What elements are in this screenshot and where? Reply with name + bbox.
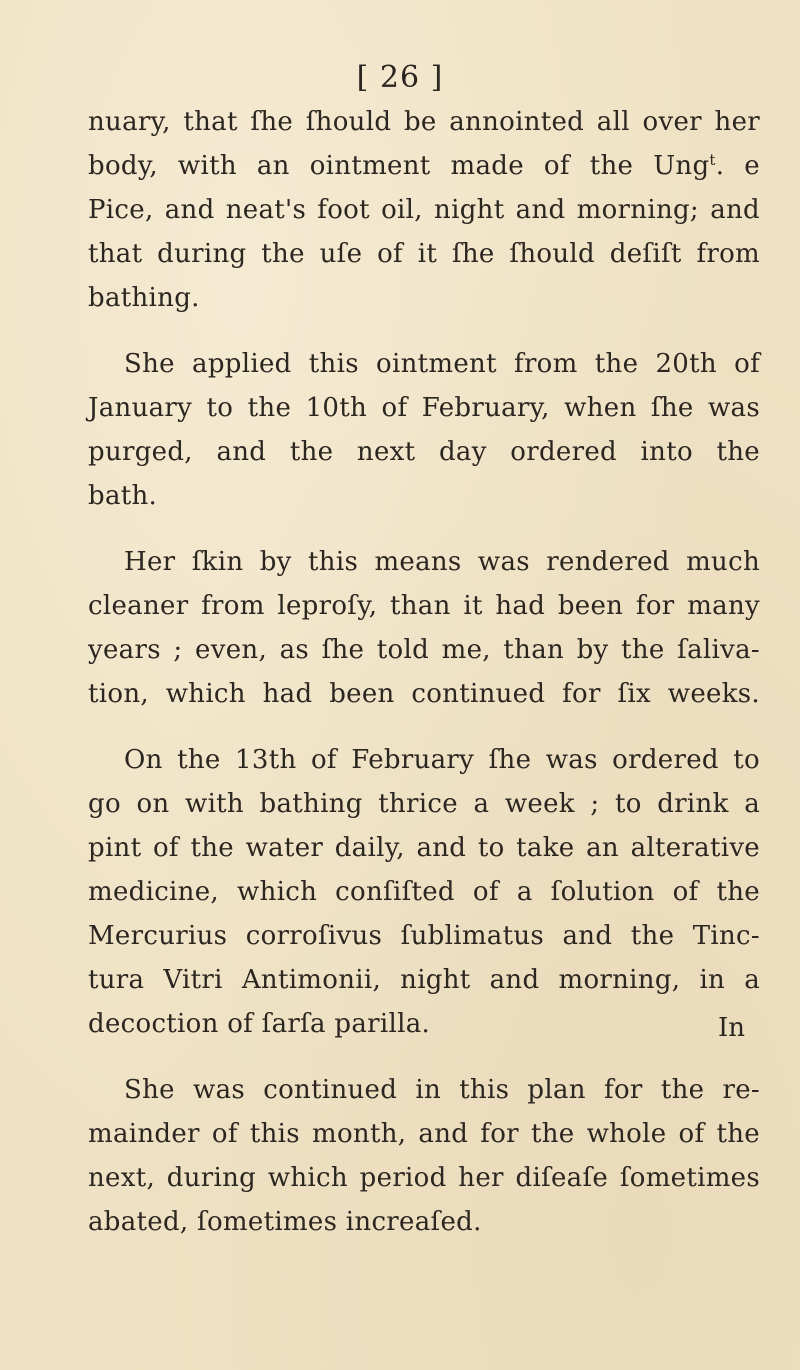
text-line: nuary, that ſhe ſhould be annointed all over her (88, 107, 760, 137)
paragraph-3 (88, 540, 760, 716)
catchword: In (718, 1013, 746, 1043)
text-line: go on with bathing thrice a week ; to drink a (88, 789, 760, 819)
paragraph-1 (88, 100, 760, 320)
text-line: abated, ſometimes increaſed. (88, 1207, 482, 1237)
text-segment: body, with an ointment made of the Ung (88, 151, 710, 181)
paragraph-4 (88, 738, 760, 1046)
text-line: pint of the water daily, and to take an alterative (88, 833, 760, 863)
text-line: medicine, which conſiſted of a ſolution of the (88, 877, 760, 907)
text-line: On the 13th of February ſhe was ordered to (124, 745, 760, 775)
page-number: [ 26 ] (356, 60, 444, 95)
paragraph-2 (88, 342, 760, 518)
text-line: Mercurius corroſivus ſublimatus and the Tinc- (88, 921, 760, 951)
superscript: t (709, 151, 716, 169)
text-line: January to the 10th of February, when ſhe was (88, 393, 760, 423)
text-line: tion, which had been continued for ſix weeks. (88, 679, 760, 709)
text-line: mainder of this month, and for the whole of the (88, 1119, 760, 1149)
text-segment: . e (715, 151, 760, 181)
text-line: years ; even, as ſhe told me, than by the ſaliva- (88, 635, 760, 665)
text-line: next, during which period her diſeaſe ſometimes (88, 1163, 760, 1193)
text-line: She was continued in this plan for the re- (124, 1075, 760, 1105)
text-line-with-superscript (88, 144, 760, 188)
text-line: cleaner from leproſy, than it had been for many (88, 591, 760, 621)
text-line: purged, and the next day ordered into the (88, 437, 760, 467)
text-line: bath. (88, 481, 158, 511)
paragraph-5 (88, 1068, 760, 1244)
text-line: that during the uſe of it ſhe ſhould deſiſt from (88, 239, 760, 269)
body-text (88, 100, 760, 1266)
text-line: bathing. (88, 283, 200, 313)
text-line: tura Vitri Antimonii, night and morning, in a (88, 965, 760, 995)
text-line: She applied this ointment from the 20th of (124, 349, 760, 379)
text-line: Her ſkin by this means was rendered much (124, 547, 760, 577)
text-line: decoction of ſarſa parilla. (88, 1009, 431, 1039)
text-line: Pice, and neat's foot oil, night and morning; and (88, 195, 760, 225)
